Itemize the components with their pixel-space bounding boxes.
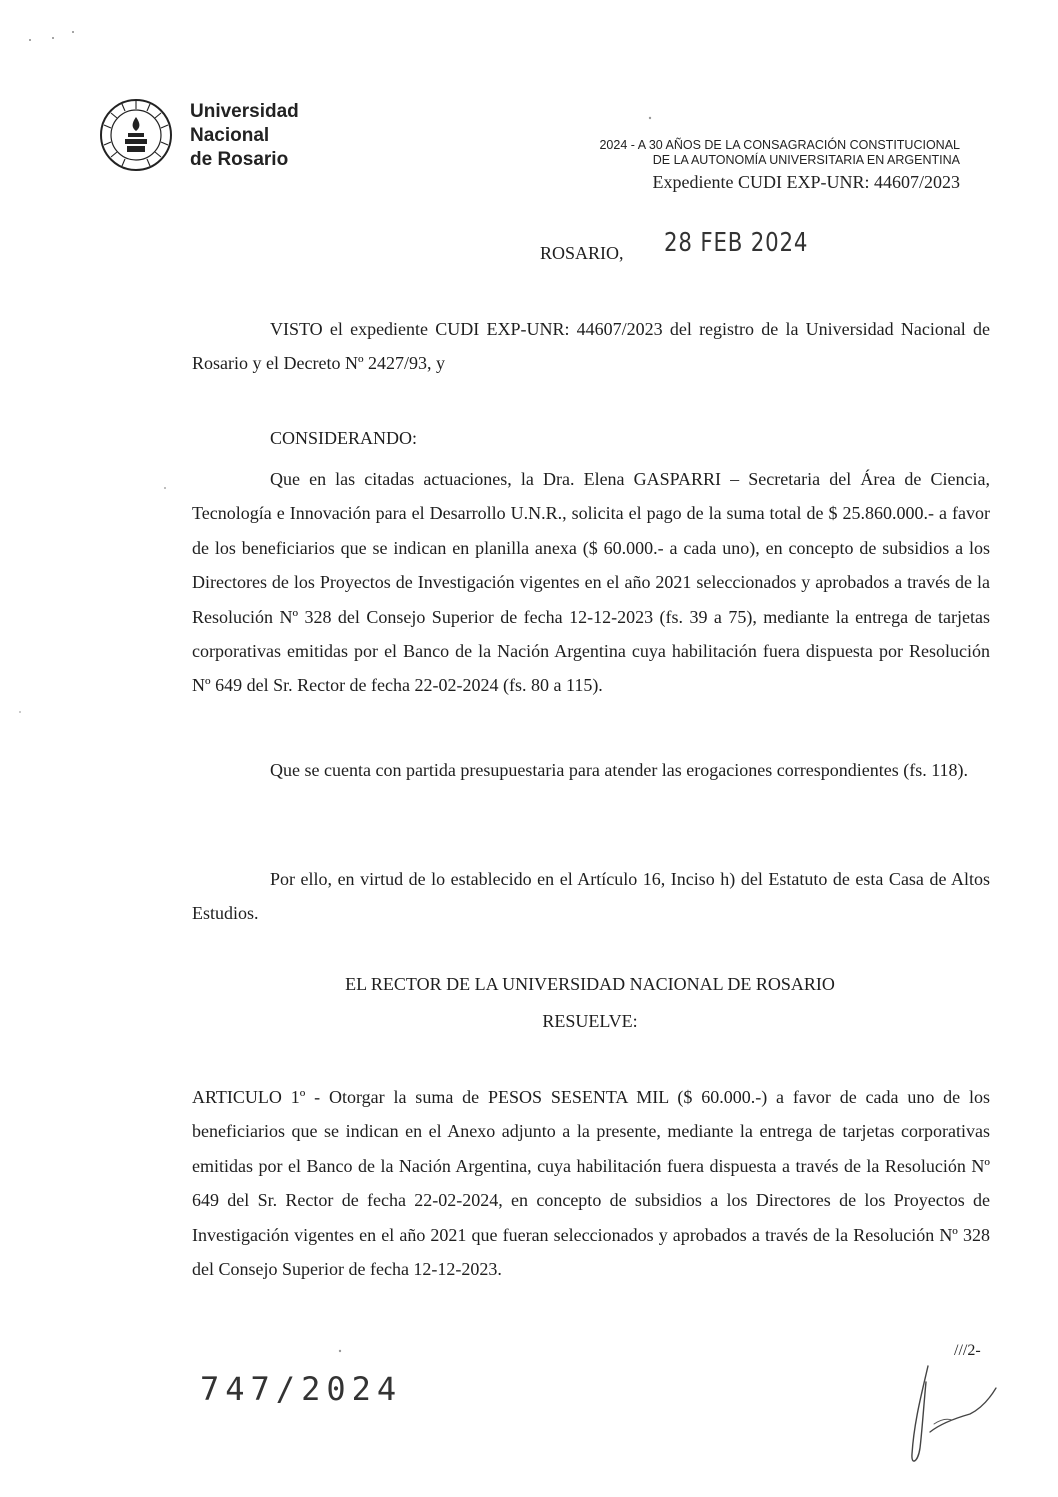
page-continuation-mark: ///2- — [954, 1342, 981, 1359]
considerando-paragraph-1: Que en las citadas actuaciones, la Dra. Elena GASPARRI – Secretaria del Área de Ciencia, Tecnología e Innovación para el Desarrollo U.N.R., solicita el pago de la suma total de $ 25.860.000.- a favor de los beneficiarios que se indican en planilla anexa ($ 60.000.- a cada uno), en concepto de subsidios a los Directores de los Proyectos de Investigación vigentes en el año 2021 seleccionados y aprobados a través de la Resolución Nº 328 del Consejo Superior de fecha 12-12-2023 (fs. 39 a 75), mediante la entrega de tarjetas corporativas emitidas por el Banco de la Nación Argentina cuya habilitación fuera dispuesta por Resolución Nº 649 del Sr. Rector de fecha 22-02-2024 (fs. 80 a 115). — [192, 469, 990, 696]
university-name-line-3: de Rosario — [190, 149, 289, 170]
expediente-number: Expediente CUDI EXP-UNR: 44607/2023 — [652, 172, 960, 192]
resolution-number-stamp: 747/2024 — [200, 1370, 403, 1408]
considerando-paragraph-2: Que se cuenta con partida presupuestaria para atender las erogaciones correspondientes (fs. 118). — [270, 760, 969, 780]
rector-heading: EL RECTOR DE LA UNIVERSIDAD NACIONAL DE ROSARIO — [345, 974, 835, 994]
considerando-heading: CONSIDERANDO: — [270, 428, 418, 448]
resuelve-heading: RESUELVE: — [542, 1011, 638, 1031]
date-stamp: 28 FEB 2024 — [664, 228, 809, 258]
visto-paragraph: VISTO el expediente CUDI EXP-UNR: 44607/2023 del registro de la Universidad Nacional de Rosario y el Decreto Nº 2427/93, y — [192, 319, 990, 374]
university-name-line-1: Universidad — [190, 101, 299, 122]
motto-line-2: DE LA AUTONOMÍA UNIVERSITARIA EN ARGENTINA — [652, 153, 960, 167]
handwritten-signature-icon — [900, 1362, 1000, 1472]
header-motto — [540, 138, 960, 168]
university-name-line-2: Nacional — [190, 125, 270, 146]
university-name — [190, 100, 299, 172]
university-seal-icon — [98, 97, 174, 173]
motto-line-1: 2024 - A 30 AÑOS DE LA CONSAGRACIÓN CONSTITUCIONAL — [599, 138, 960, 152]
por-ello-paragraph: Por ello, en virtud de lo establecido en el Artículo 16, Inciso h) del Estatuto de esta Casa de Altos Estudios. — [192, 869, 990, 924]
date-place: ROSARIO, — [540, 243, 624, 263]
articulo-1-paragraph: ARTICULO 1º - Otorgar la suma de PESOS SESENTA MIL ($ 60.000.-) a favor de cada uno de los beneficiarios que se indican en el Anexo adjunto a la presente, mediante la entrega de tarjetas corporativas emitidas por el Banco de la Nación Argentina, cuya habilitación fuera dispuesta a través de la Resolución Nº 649 del Sr. Rector de fecha 22-02-2024, en concepto de subsidios a los Directores de los Proyectos de Investigación vigentes en el año 2021 que fueran seleccionados y aprobados a través de la Resolución Nº 328 del Consejo Superior de fecha 12-12-2023. — [192, 1087, 990, 1280]
